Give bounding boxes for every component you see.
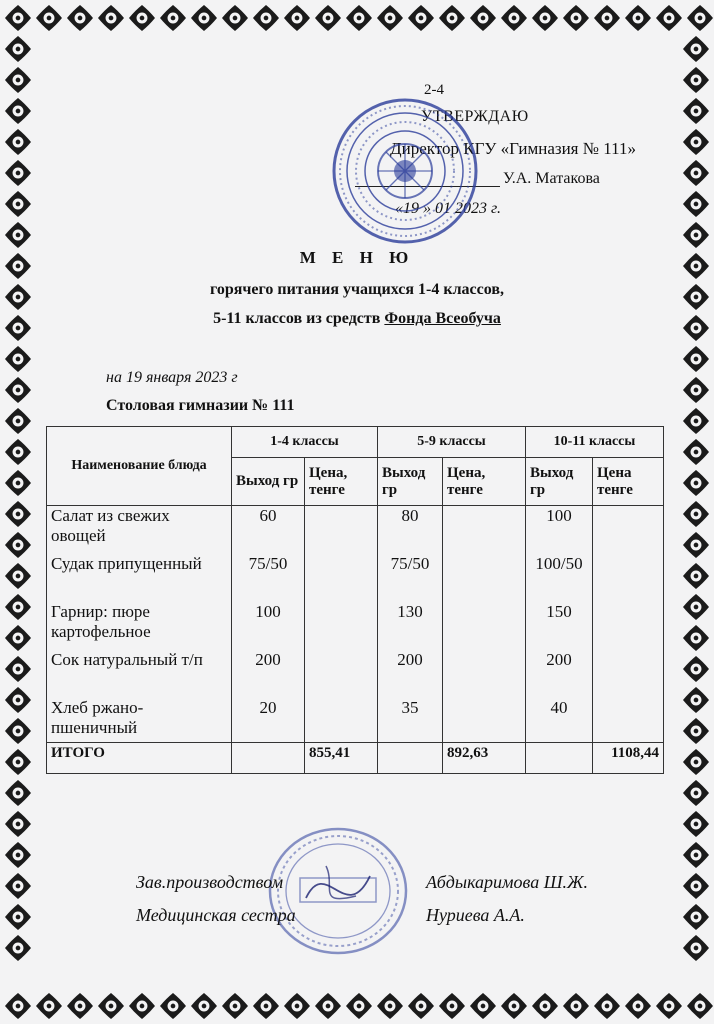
- table-row: [47, 506, 664, 743]
- yield-value: 100: [255, 602, 281, 621]
- production-head-name: Абдыкаримова Ш.Ж.: [426, 872, 588, 892]
- total-1-4: 855,41: [305, 743, 378, 774]
- menu-date: на 19 января 2023 г: [106, 369, 238, 386]
- subtitle-prefix: 5-11 классов из средств: [213, 310, 385, 327]
- nurse-name: Нуриева А.А.: [426, 905, 525, 925]
- menu-table: [46, 426, 664, 774]
- yield-cell-5-9: [378, 506, 443, 743]
- total-10-11: 1108,44: [593, 743, 664, 774]
- official-stamp-bottom: [266, 826, 410, 956]
- canteen-name: Столовая гимназии № 111: [106, 397, 295, 414]
- yield-value: 200: [397, 650, 423, 669]
- total-5-9: 892,63: [443, 743, 526, 774]
- price-header-2: Цена, тенге: [443, 458, 526, 506]
- price-cell-1-4: [305, 506, 378, 743]
- yield-value: 20: [259, 698, 277, 717]
- document-number: 2-4: [424, 82, 444, 98]
- price-cell-10-11: [593, 506, 664, 743]
- yield-value: 200: [546, 650, 572, 669]
- approve-label: УТВЕРЖДАЮ: [421, 108, 529, 125]
- yield-header-1: Выход гр: [232, 458, 305, 506]
- price-cell-5-9: [443, 506, 526, 743]
- yield-value: 150: [546, 602, 572, 621]
- yield-header-3: Выход гр: [526, 458, 593, 506]
- official-stamp-top: [330, 96, 480, 246]
- price-header-3: Цена тенге: [593, 458, 664, 506]
- yield-value: 35: [401, 698, 419, 717]
- total-empty: [526, 743, 593, 774]
- menu-title: М Е Н Ю: [299, 248, 415, 267]
- total-empty: [378, 743, 443, 774]
- total-label: ИТОГО: [47, 743, 232, 774]
- yield-value: 40: [550, 698, 568, 717]
- yield-value: 75/50: [248, 554, 288, 573]
- group-header-1-4: 1-4 классы: [232, 427, 378, 458]
- menu-subtitle-line1: горячего питания учащихся 1-4 классов,: [209, 281, 504, 298]
- yield-cell-1-4: [232, 506, 305, 743]
- yield-value: 100: [546, 506, 572, 525]
- total-empty: [232, 743, 305, 774]
- production-head-role: Зав.производством: [136, 872, 284, 892]
- group-header-5-9: 5-9 классы: [378, 427, 526, 458]
- yield-value: 130: [397, 602, 423, 621]
- yield-value: 60: [259, 506, 277, 525]
- dish-name: Судак припущенный: [51, 554, 202, 573]
- yield-cell-10-11: [526, 506, 593, 743]
- fund-name: Фонда Всеобуча: [384, 310, 501, 327]
- yield-header-2: Выход гр: [378, 458, 443, 506]
- yield-value: 75/50: [390, 554, 430, 573]
- dish-name: Хлеб ржано-пшеничный: [51, 698, 144, 737]
- director-name: У.А. Матакова: [503, 170, 600, 187]
- yield-value: 200: [255, 650, 281, 669]
- dish-name: Сок натуральный т/п: [51, 650, 203, 669]
- dish-list-cell: [47, 506, 232, 743]
- director-line: Директор КГУ «Гимназия № 111»: [390, 139, 636, 158]
- menu-subtitle-line2: [0, 310, 714, 328]
- dish-column-header: Наименование блюда: [47, 427, 232, 506]
- yield-value: 80: [401, 506, 419, 525]
- nurse-role: Медицинская сестра: [136, 905, 296, 925]
- yield-value: 100/50: [535, 554, 583, 573]
- dish-name: Гарнир: пюре картофельное: [51, 602, 151, 641]
- group-header-10-11: 10-11 классы: [526, 427, 664, 458]
- total-row: [47, 743, 664, 774]
- approval-date: «19 » 01 2023 г.: [395, 200, 502, 217]
- price-header-1: Цена, тенге: [305, 458, 378, 506]
- dish-name: Салат из свежих овощей: [51, 506, 170, 545]
